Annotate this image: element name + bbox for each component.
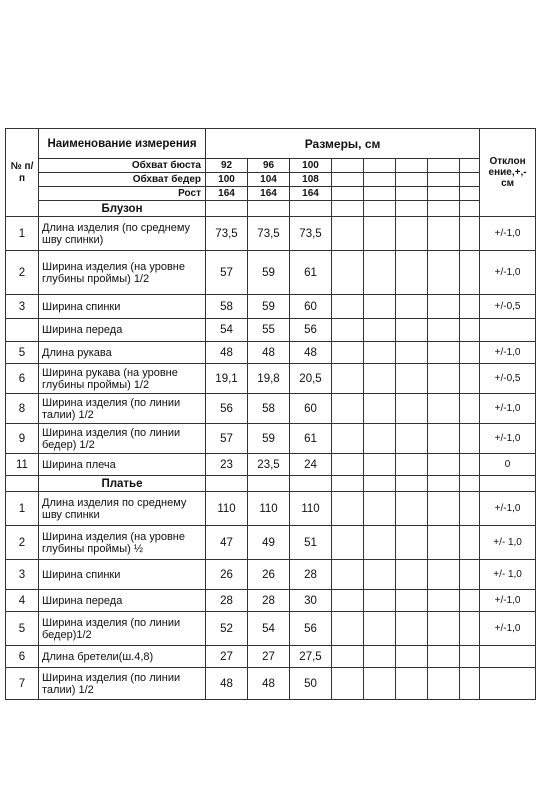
size-value: 19,1 bbox=[206, 364, 248, 394]
deviation-header: Отклон ение,+,- см bbox=[480, 129, 536, 217]
param-value: 100 bbox=[206, 173, 248, 187]
tolerance-value: +/-1,0 bbox=[480, 251, 536, 295]
empty-cell bbox=[428, 364, 460, 394]
measurement-name: Ширина изделия (на уровне глубины проймы) 1/2 bbox=[39, 251, 206, 295]
measurement-name: Ширина рукава (на уровне глубины проймы) 1/2 bbox=[39, 364, 206, 394]
empty-cell bbox=[460, 612, 480, 646]
tolerance-value bbox=[480, 668, 536, 700]
size-value: 54 bbox=[206, 319, 248, 342]
empty-cell bbox=[480, 476, 536, 492]
empty-cell bbox=[396, 454, 428, 476]
measurement-name: Ширина спинки bbox=[39, 560, 206, 590]
tolerance-value: +/- 1,0 bbox=[480, 560, 536, 590]
size-value: 47 bbox=[206, 526, 248, 560]
param-row-hips bbox=[6, 173, 536, 187]
empty-cell bbox=[364, 526, 396, 560]
empty-cell bbox=[396, 187, 428, 201]
table-body bbox=[6, 129, 536, 700]
empty-cell bbox=[332, 159, 364, 173]
table-row bbox=[6, 394, 536, 424]
row-number: 1 bbox=[6, 217, 39, 251]
size-value: 48 bbox=[248, 668, 290, 700]
empty-cell bbox=[396, 668, 428, 700]
empty-cell bbox=[428, 454, 460, 476]
empty-cell bbox=[332, 560, 364, 590]
table-row bbox=[6, 217, 536, 251]
empty-cell bbox=[460, 364, 480, 394]
row-number: 6 bbox=[6, 646, 39, 668]
param-value: 164 bbox=[206, 187, 248, 201]
empty-cell bbox=[428, 560, 460, 590]
empty-cell bbox=[364, 364, 396, 394]
empty-cell bbox=[460, 560, 480, 590]
row-number: 7 bbox=[6, 668, 39, 700]
size-value: 60 bbox=[290, 295, 332, 319]
empty-cell bbox=[290, 201, 332, 217]
empty-cell bbox=[428, 319, 460, 342]
empty-cell bbox=[332, 590, 364, 612]
measurement-name: Длина изделия по среднему шву спинки bbox=[39, 492, 206, 526]
size-value: 51 bbox=[290, 526, 332, 560]
tolerance-value: +/-1,0 bbox=[480, 394, 536, 424]
measurement-name: Ширина спинки bbox=[39, 295, 206, 319]
empty-cell bbox=[460, 476, 480, 492]
param-value: 96 bbox=[248, 159, 290, 173]
table-row bbox=[6, 295, 536, 319]
empty-cell bbox=[396, 342, 428, 364]
tolerance-value: +/-1,0 bbox=[480, 492, 536, 526]
empty-cell bbox=[206, 201, 248, 217]
size-value: 73,5 bbox=[206, 217, 248, 251]
empty-cell bbox=[332, 319, 364, 342]
tolerance-value: +/-0,5 bbox=[480, 295, 536, 319]
empty-cell bbox=[332, 342, 364, 364]
empty-cell bbox=[428, 394, 460, 424]
tolerance-value bbox=[480, 646, 536, 668]
empty-cell bbox=[396, 173, 428, 187]
empty-cell bbox=[428, 217, 460, 251]
size-value: 19,8 bbox=[248, 364, 290, 394]
row-number bbox=[6, 319, 39, 342]
size-value: 30 bbox=[290, 590, 332, 612]
param-value: 164 bbox=[248, 187, 290, 201]
size-value: 110 bbox=[290, 492, 332, 526]
row-number: 3 bbox=[6, 560, 39, 590]
empty-cell bbox=[428, 646, 460, 668]
empty-cell bbox=[460, 590, 480, 612]
section-row bbox=[6, 201, 536, 217]
row-number: 9 bbox=[6, 424, 39, 454]
param-value: 104 bbox=[248, 173, 290, 187]
empty-cell bbox=[428, 590, 460, 612]
empty-cell bbox=[428, 251, 460, 295]
empty-cell bbox=[364, 187, 396, 201]
size-value: 56 bbox=[290, 612, 332, 646]
size-value: 23 bbox=[206, 454, 248, 476]
empty-cell bbox=[364, 646, 396, 668]
size-value: 61 bbox=[290, 251, 332, 295]
size-value: 23,5 bbox=[248, 454, 290, 476]
table-row bbox=[6, 590, 536, 612]
size-chart-table bbox=[5, 128, 536, 700]
empty-cell bbox=[332, 173, 364, 187]
empty-cell bbox=[248, 476, 290, 492]
empty-cell bbox=[364, 173, 396, 187]
section-title: Блузон bbox=[39, 201, 206, 217]
tolerance-value: +/-1,0 bbox=[480, 217, 536, 251]
empty-cell bbox=[6, 476, 39, 492]
row-number: 2 bbox=[6, 251, 39, 295]
empty-cell bbox=[364, 295, 396, 319]
empty-cell bbox=[364, 319, 396, 342]
name-header: Наименование измерения bbox=[39, 129, 206, 159]
empty-cell bbox=[396, 319, 428, 342]
size-value: 55 bbox=[248, 319, 290, 342]
empty-cell bbox=[332, 295, 364, 319]
row-number: 11 bbox=[6, 454, 39, 476]
empty-cell bbox=[396, 526, 428, 560]
empty-cell bbox=[428, 159, 460, 173]
empty-cell bbox=[396, 364, 428, 394]
empty-cell bbox=[290, 476, 332, 492]
empty-cell bbox=[332, 454, 364, 476]
empty-cell bbox=[428, 668, 460, 700]
size-value: 27 bbox=[206, 646, 248, 668]
size-value: 48 bbox=[248, 342, 290, 364]
table-row bbox=[6, 668, 536, 700]
measurement-name: Ширина изделия (по линии талии) 1/2 bbox=[39, 668, 206, 700]
size-value: 73,5 bbox=[290, 217, 332, 251]
empty-cell bbox=[206, 476, 248, 492]
num-header bbox=[6, 129, 39, 217]
empty-cell bbox=[396, 159, 428, 173]
param-value: 108 bbox=[290, 173, 332, 187]
empty-cell bbox=[428, 342, 460, 364]
empty-cell bbox=[332, 251, 364, 295]
size-value: 110 bbox=[206, 492, 248, 526]
empty-cell bbox=[364, 492, 396, 526]
size-value: 26 bbox=[206, 560, 248, 590]
table-row bbox=[6, 319, 536, 342]
size-value: 27 bbox=[248, 646, 290, 668]
size-value: 20,5 bbox=[290, 364, 332, 394]
size-value: 50 bbox=[290, 668, 332, 700]
empty-cell bbox=[460, 646, 480, 668]
measurement-name: Ширина переда bbox=[39, 319, 206, 342]
empty-cell bbox=[396, 424, 428, 454]
empty-cell bbox=[364, 424, 396, 454]
empty-cell bbox=[364, 394, 396, 424]
size-value: 48 bbox=[206, 342, 248, 364]
size-value: 73,5 bbox=[248, 217, 290, 251]
size-value: 27,5 bbox=[290, 646, 332, 668]
size-value: 59 bbox=[248, 251, 290, 295]
empty-cell bbox=[364, 612, 396, 646]
row-number: 5 bbox=[6, 342, 39, 364]
measurement-name: Ширина переда bbox=[39, 590, 206, 612]
size-value: 60 bbox=[290, 394, 332, 424]
empty-cell bbox=[428, 476, 460, 492]
empty-cell bbox=[428, 187, 460, 201]
measurement-name: Ширина изделия (по линии бедер)1/2 bbox=[39, 612, 206, 646]
empty-cell bbox=[396, 560, 428, 590]
size-value: 59 bbox=[248, 295, 290, 319]
empty-cell bbox=[364, 342, 396, 364]
size-value: 58 bbox=[206, 295, 248, 319]
empty-cell bbox=[332, 201, 364, 217]
tolerance-value: +/-1,0 bbox=[480, 342, 536, 364]
tolerance-value: 0 bbox=[480, 454, 536, 476]
empty-cell bbox=[364, 454, 396, 476]
empty-cell bbox=[428, 526, 460, 560]
size-value: 110 bbox=[248, 492, 290, 526]
section-row bbox=[6, 476, 536, 492]
empty-cell bbox=[332, 526, 364, 560]
size-value: 48 bbox=[206, 668, 248, 700]
empty-cell bbox=[364, 251, 396, 295]
empty-cell bbox=[460, 201, 480, 217]
empty-cell bbox=[364, 217, 396, 251]
tolerance-value: +/- 1,0 bbox=[480, 526, 536, 560]
param-row-height bbox=[6, 187, 536, 201]
measurement-name: Длина изделия (по среднему шву спинки) bbox=[39, 217, 206, 251]
measurement-name: Ширина изделия (по линии бедер) 1/2 bbox=[39, 424, 206, 454]
tolerance-value: +/-1,0 bbox=[480, 612, 536, 646]
header-row bbox=[6, 129, 536, 159]
empty-cell bbox=[332, 394, 364, 424]
table-row bbox=[6, 612, 536, 646]
empty-cell bbox=[396, 295, 428, 319]
empty-cell bbox=[460, 492, 480, 526]
table-row bbox=[6, 342, 536, 364]
empty-cell bbox=[364, 560, 396, 590]
row-number: 2 bbox=[6, 526, 39, 560]
empty-cell bbox=[428, 173, 460, 187]
size-value: 28 bbox=[206, 590, 248, 612]
size-value: 54 bbox=[248, 612, 290, 646]
size-value: 57 bbox=[206, 424, 248, 454]
empty-cell bbox=[396, 201, 428, 217]
row-number: 5 bbox=[6, 612, 39, 646]
size-chart-sheet bbox=[5, 128, 536, 700]
empty-cell bbox=[332, 612, 364, 646]
empty-cell bbox=[460, 187, 480, 201]
param-label: Обхват бюста bbox=[39, 159, 206, 173]
empty-cell bbox=[332, 646, 364, 668]
empty-cell bbox=[460, 251, 480, 295]
row-number: 1 bbox=[6, 492, 39, 526]
empty-cell bbox=[364, 476, 396, 492]
param-value: 100 bbox=[290, 159, 332, 173]
empty-cell bbox=[428, 424, 460, 454]
empty-cell bbox=[460, 159, 480, 173]
section-title: Платье bbox=[39, 476, 206, 492]
measurement-name: Длина рукава bbox=[39, 342, 206, 364]
row-number: 3 bbox=[6, 295, 39, 319]
empty-cell bbox=[460, 217, 480, 251]
size-value: 49 bbox=[248, 526, 290, 560]
size-value: 24 bbox=[290, 454, 332, 476]
num-header-label: № п/п bbox=[10, 160, 34, 184]
empty-cell bbox=[332, 424, 364, 454]
size-value: 57 bbox=[206, 251, 248, 295]
empty-cell bbox=[332, 668, 364, 700]
empty-cell bbox=[364, 668, 396, 700]
empty-cell bbox=[460, 668, 480, 700]
empty-cell bbox=[396, 492, 428, 526]
size-value: 56 bbox=[206, 394, 248, 424]
measurement-name: Ширина изделия (по линии талии) 1/2 bbox=[39, 394, 206, 424]
table-row bbox=[6, 424, 536, 454]
empty-cell bbox=[396, 476, 428, 492]
tolerance-value: +/-1,0 bbox=[480, 590, 536, 612]
measurement-name: Ширина плеча bbox=[39, 454, 206, 476]
size-value: 61 bbox=[290, 424, 332, 454]
empty-cell bbox=[428, 295, 460, 319]
empty-cell bbox=[364, 590, 396, 612]
size-value: 26 bbox=[248, 560, 290, 590]
table-row bbox=[6, 492, 536, 526]
table-row bbox=[6, 364, 536, 394]
size-value: 52 bbox=[206, 612, 248, 646]
empty-cell bbox=[364, 159, 396, 173]
empty-cell bbox=[332, 364, 364, 394]
empty-cell bbox=[460, 319, 480, 342]
table-row bbox=[6, 560, 536, 590]
empty-cell bbox=[396, 394, 428, 424]
table-row bbox=[6, 454, 536, 476]
empty-cell bbox=[460, 394, 480, 424]
param-row-bust bbox=[6, 159, 536, 173]
size-value: 56 bbox=[290, 319, 332, 342]
param-value: 92 bbox=[206, 159, 248, 173]
empty-cell bbox=[428, 201, 460, 217]
empty-cell bbox=[460, 424, 480, 454]
empty-cell bbox=[460, 173, 480, 187]
empty-cell bbox=[396, 646, 428, 668]
empty-cell bbox=[396, 590, 428, 612]
size-value: 59 bbox=[248, 424, 290, 454]
empty-cell bbox=[248, 201, 290, 217]
row-number: 8 bbox=[6, 394, 39, 424]
empty-cell bbox=[396, 612, 428, 646]
param-value: 164 bbox=[290, 187, 332, 201]
measurement-name: Ширина изделия (на уровне глубины проймы) ½ bbox=[39, 526, 206, 560]
empty-cell bbox=[428, 612, 460, 646]
table-row bbox=[6, 526, 536, 560]
empty-cell bbox=[332, 476, 364, 492]
size-value: 28 bbox=[290, 560, 332, 590]
empty-cell bbox=[364, 201, 396, 217]
tolerance-value: +/-0,5 bbox=[480, 364, 536, 394]
sizes-header: Размеры, см bbox=[206, 129, 480, 159]
size-value: 48 bbox=[290, 342, 332, 364]
empty-cell bbox=[332, 187, 364, 201]
row-number: 6 bbox=[6, 364, 39, 394]
size-value: 58 bbox=[248, 394, 290, 424]
param-label: Обхват бедер bbox=[39, 173, 206, 187]
empty-cell bbox=[460, 295, 480, 319]
empty-cell bbox=[396, 217, 428, 251]
row-number: 4 bbox=[6, 590, 39, 612]
tolerance-value bbox=[480, 319, 536, 342]
empty-cell bbox=[396, 251, 428, 295]
empty-cell bbox=[332, 217, 364, 251]
measurement-name: Длина бретели(ш.4,8) bbox=[39, 646, 206, 668]
empty-cell bbox=[460, 454, 480, 476]
empty-cell bbox=[428, 492, 460, 526]
size-value: 28 bbox=[248, 590, 290, 612]
table-row bbox=[6, 251, 536, 295]
tolerance-value: +/-1,0 bbox=[480, 424, 536, 454]
empty-cell bbox=[460, 526, 480, 560]
table-row bbox=[6, 646, 536, 668]
param-label: Рост bbox=[39, 187, 206, 201]
empty-cell bbox=[332, 492, 364, 526]
empty-cell bbox=[460, 342, 480, 364]
